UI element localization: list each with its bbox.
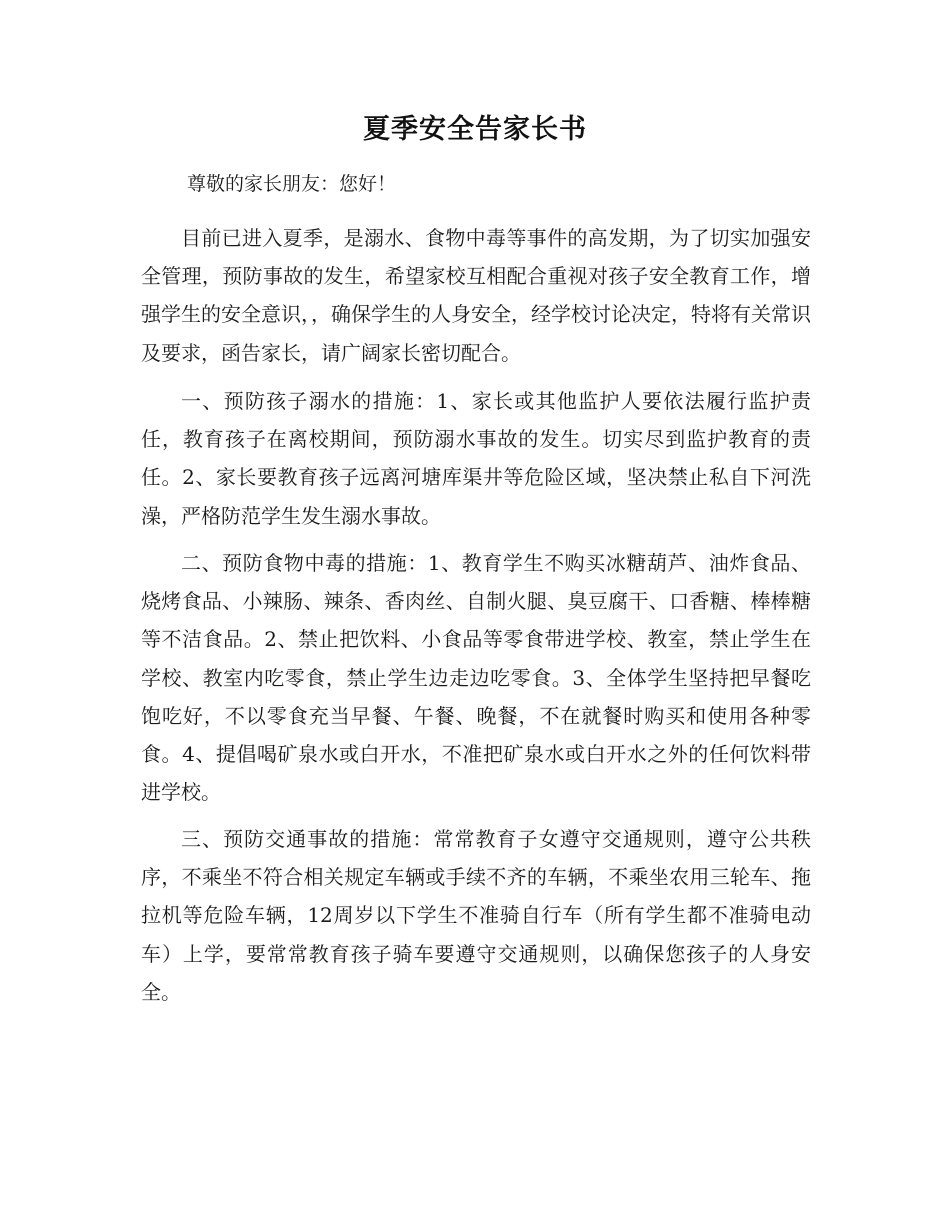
paragraph-drowning-prevention: 一、预防孩子溺水的措施：1、家长或其他监护人要依法履行监护责任，教育孩子在离校期间，预防溺水事故的发生。切实尽到监护教育的责任。2、家长要教育孩子远离河塘库渠井等危险区域，坚决禁止私自下河洗澡，严格防范学生发生溺水事故。: [141, 389, 811, 528]
greeting-line: 尊敬的家长朋友：您好！: [187, 173, 397, 195]
paragraph-traffic-safety: 三、预防交通事故的措施：常常教育子女遵守交通规则，遵守公共秩序，不乘坐不符合相关规定车辆或手续不齐的车辆，不乘坐农用三轮车、拖拉机等危险车辆，12周岁以下学生不准骑自行车（所有学生都不准骑电动车）上学，要常常教育孩子骑车要遵守交通规则，以确保您孩子的人身安全。: [141, 827, 811, 1004]
paragraph-food-poisoning-prevention: 二、预防食物中毒的措施：1、教育学生不购买冰糖葫芦、油炸食品、烧烤食品、小辣肠、辣条、香肉丝、自制火腿、臭豆腐干、口香糖、棒棒糖等不洁食品。2、禁止把饮料、小食品等零食带进学校、教室，禁止学生在学校、教室内吃零食，禁止学生边走边吃零食。3、全体学生坚持把早餐吃饱吃好，不以零食充当早餐、午餐、晚餐，不在就餐时购买和使用各种零食。4、提倡喝矿泉水或白开水，不准把矿泉水或白开水之外的任何饮料带进学校。: [141, 551, 811, 805]
paragraph-intro: 目前已进入夏季，是溺水、食物中毒等事件的高发期，为了切实加强安全管理，预防事故的发生，希望家校互相配合重视对孩子安全教育工作，增强学生的安全意识，，确保学生的人身安全，经学校讨论决定，特将有关常识及要求，函告家长，请广阔家长密切配合。: [141, 226, 811, 365]
document-title: 夏季安全告家长书: [363, 114, 587, 145]
